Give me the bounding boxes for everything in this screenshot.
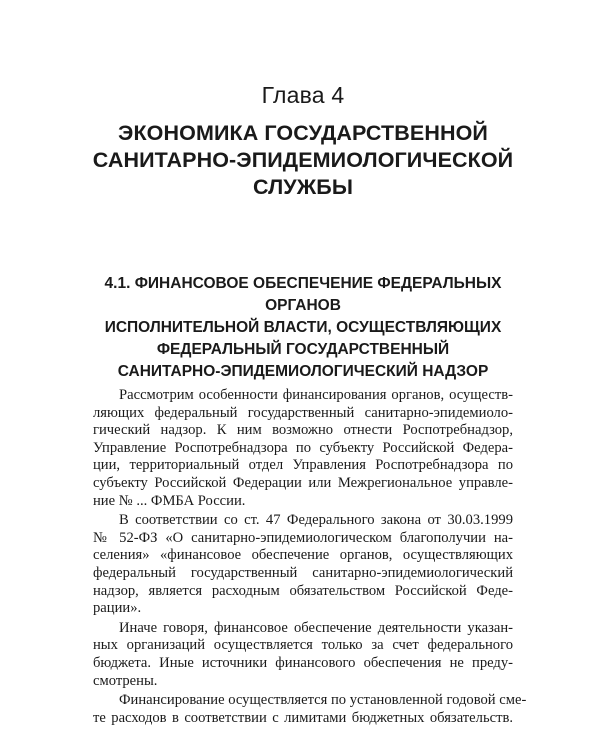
paragraph-1 xyxy=(93,387,513,510)
chapter-title-line: СЛУЖБЫ xyxy=(253,175,353,199)
section-title-line: САНИТАРНО-ЭПИДЕМИОЛОГИЧЕСКИЙ НАДЗОР xyxy=(117,363,489,380)
section-title-line: ФЕДЕРАЛЬНЫЙ ГОСУДАРСТВЕННЫЙ xyxy=(156,341,450,358)
paragraph-4 xyxy=(93,692,527,727)
section-title-line: 4.1. ФИНАНСОВОЕ ОБЕСПЕЧЕНИЕ ФЕДЕРАЛЬНЫХ ОРГАНОВ xyxy=(104,275,502,314)
text-line: ции, территориальный отдел Управления Роспотребнадзора по xyxy=(93,457,513,474)
text-line: рации». xyxy=(93,600,142,617)
text-line: субъекту Российской Федерации или Межрегиональное управле- xyxy=(93,474,513,491)
text-line: ляющих федеральный государственный санитарно-эпидемиоло- xyxy=(93,404,513,421)
chapter-title-line: САНИТАРНО-ЭПИДЕМИОЛОГИЧЕСКОЙ xyxy=(92,148,514,172)
text-line: федеральный государственный санитарно-эпидемиологический xyxy=(93,564,513,581)
text-line: Финансирование осуществляется по установленной годовой сме- xyxy=(119,692,527,709)
chapter-label: Глава 4 xyxy=(261,82,345,108)
text-line: ных организаций осуществляется только за счет федерального xyxy=(93,637,513,654)
text-line: Рассмотрим особенности финансирования органов, осуществ- xyxy=(119,387,513,403)
chapter-title xyxy=(53,120,553,201)
chapter-title-line: ЭКОНОМИКА ГОСУДАРСТВЕННОЙ xyxy=(118,121,488,145)
section-title xyxy=(83,273,523,383)
paragraph-2 xyxy=(93,512,513,618)
section-title-line: ИСПОЛНИТЕЛЬНОЙ ВЛАСТИ, ОСУЩЕСТВЛЯЮЩИХ xyxy=(104,319,502,336)
text-line: селения» «финансовое обеспечение органов, осуществляющих xyxy=(93,547,513,564)
text-line: В соответствии со ст. 47 Федерального закона от 30.03.1999 xyxy=(119,512,513,529)
text-line: Иначе говоря, финансовое обеспечение деятельности указан- xyxy=(119,619,513,636)
text-line: Управление Роспотребнадзора по субъекту Российской Федера- xyxy=(93,439,513,456)
text-line: надзор, является расходным обязательством Российской Феде- xyxy=(93,582,513,599)
text-line: № 52-ФЗ «О санитарно-эпидемиологическом благополучии на- xyxy=(93,529,513,546)
paragraph-3 xyxy=(93,620,513,690)
body-text xyxy=(93,387,527,727)
text-line: гический надзор. К ним возможно отнести Роспотребнадзор, xyxy=(93,422,513,439)
text-line: смотрены. xyxy=(93,672,158,689)
text-line: те расходов в соответствии с лимитами бюджетных обязательств. xyxy=(93,709,513,726)
text-line: ние № ... ФМБА России. xyxy=(93,492,246,509)
page xyxy=(92,80,527,727)
text-line: бюджета. Иные источники финансового обеспечения не преду- xyxy=(93,654,513,671)
